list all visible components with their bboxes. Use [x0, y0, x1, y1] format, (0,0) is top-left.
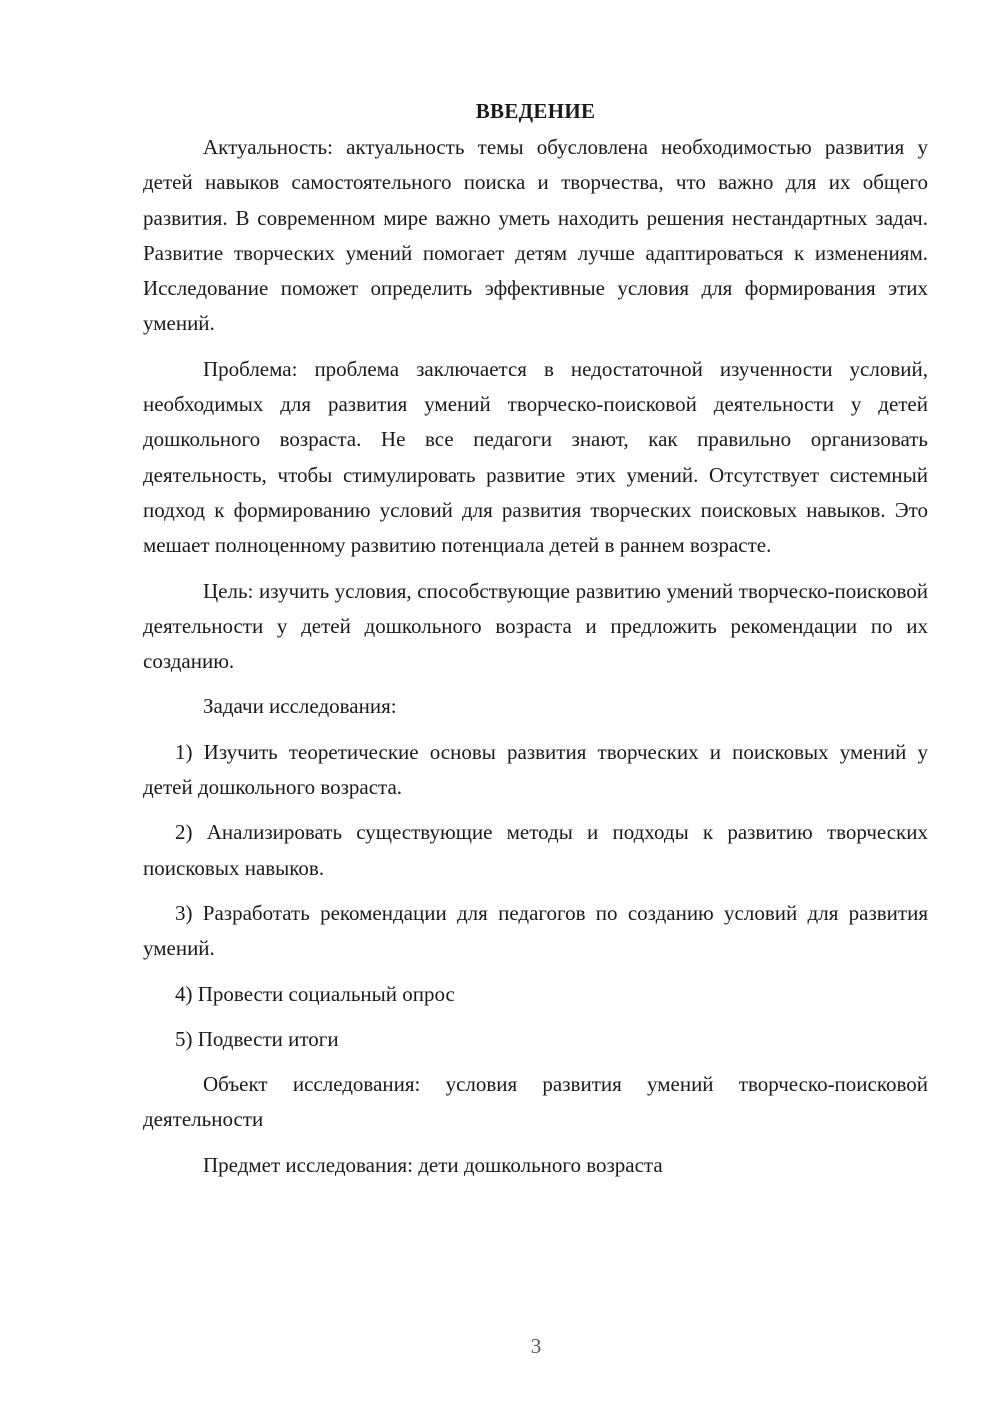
- paragraph-problem: Проблема: проблема заключается в недостаточной изученности условий, необходимых для развития умений творческо-поисковой деятельности у детей дошкольного возраста. Не все педагоги знают, как правильно организовать деятельность, чтобы стимулировать развитие этих умений. Отсутствует системный подход к формированию условий для развития творческих поисковых навыков. Это мешает полноценному развитию потенциала детей в раннем возрасте.: [143, 356, 928, 558]
- page-content: [143, 94, 928, 1183]
- page-number: 3: [530, 1334, 542, 1358]
- task-item-3: 3) Разработать рекомендации для педагогов по созданию условий для развития умений.: [143, 900, 928, 961]
- paragraph-object: Объект исследования: условия развития умений творческо-поисковой деятельности: [143, 1072, 928, 1132]
- paragraph-goal: Цель: изучить условия, способствующие развитию умений творческо-поисковой деятельности у детей дошкольного возраста и предложить рекомендации по их созданию.: [143, 578, 928, 674]
- task-item-1: 1) Изучить теоретические основы развития творческих и поисковых умений у детей дошкольного возраста.: [143, 739, 928, 800]
- task-item-5: 5) Подвести итоги: [175, 1026, 339, 1051]
- page-title: ВВЕДЕНИЕ: [475, 99, 596, 123]
- paragraph-relevance: Актуальность: актуальность темы обусловлена необходимостью развития у детей навыков самостоятельного поиска и творчества, что важно для их общего развития. В современном мире важно уметь находить решения нестандартных задач. Развитие творческих умений помогает детям лучше адаптироваться к изменениям. Исследование поможет определить эффективные условия для формирования этих умений.: [143, 135, 928, 336]
- paragraph-subject: Предмет исследования: дети дошкольного возраста: [203, 1152, 663, 1177]
- task-item-4: 4) Провести социальный опрос: [175, 981, 455, 1006]
- paragraph-tasks-heading: Задачи исследования:: [203, 694, 397, 719]
- task-item-2: 2) Анализировать существующие методы и подходы к развитию творческих поисковых навыков.: [143, 820, 928, 880]
